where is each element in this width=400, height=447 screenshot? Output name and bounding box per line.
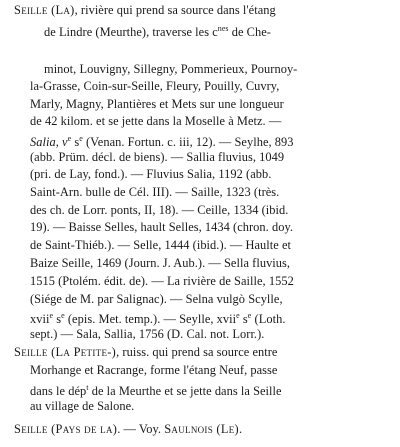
entry-text: la-Grasse, Coin-sur-Seille, Fleury, Pouilly, Cuvry, xyxy=(30,79,280,93)
entry-text: s xyxy=(71,135,80,150)
superscript: e xyxy=(247,311,252,320)
entry-text: Baize Seille, 1469 (Journ. J. Aub.). — Sella fluvius, xyxy=(30,256,291,270)
entry-text: Salia, v xyxy=(30,135,68,150)
entry-text: s xyxy=(53,312,62,327)
entry-seille-line-4 xyxy=(30,78,279,94)
entry-seille-line-10 xyxy=(30,184,279,200)
superscript: e xyxy=(49,311,54,320)
entry-petite-seille-line-3 xyxy=(30,380,282,399)
entry-text: xvii xyxy=(30,312,50,327)
entry-text: . — Voy. xyxy=(117,422,165,436)
entry-text: (pri. de Lay, fond.). — Fluvius Salia, 1192 (abb. xyxy=(30,167,272,181)
entry-text: Saint-Arn. bulle de Cél. III). — Saille, 1323 (très. xyxy=(30,185,280,199)
entry-seille-line-15 xyxy=(30,273,294,289)
entry-text: (Siége de M. par Salignac). — Selna vulgò Scylle, xyxy=(30,292,283,306)
superscript: e xyxy=(79,134,83,143)
entry-text: des ch. de Lorr. ponts, II, 18). — Ceille, 1334 (ibid. xyxy=(30,203,289,217)
entry-text: de la Meurthe et se jette dans la Seille xyxy=(88,384,282,399)
entry-seille-line-6 xyxy=(30,113,281,129)
entry-seille-line-13 xyxy=(30,237,291,253)
entry-text: de Lindre (Meurthe), traverse les c xyxy=(44,25,218,40)
entry-text: de 42 kilom. et se jette dans la Moselle à Metz. — xyxy=(30,114,282,128)
entry-seille-line-3 xyxy=(44,61,297,77)
entry-text: au village de Salone. xyxy=(30,399,135,413)
entry-text: , rivière qui prend sa source dans l'étang xyxy=(74,3,276,17)
entry-seille-line-9 xyxy=(30,166,271,182)
entry-text: (Loth. xyxy=(251,312,286,327)
entry-seille-line-7 xyxy=(30,131,294,150)
entry-headword: Seille (La) xyxy=(14,3,75,17)
entry-petite-seille-line-1 xyxy=(14,344,277,360)
cross-reference: Saulnois (Le). xyxy=(164,422,243,436)
entry-seille-line-18 xyxy=(30,326,264,342)
entry-text: (abb. Prüm. décl. de biens). — Sallia fluvius, 1049 xyxy=(30,150,285,164)
entry-seille-line-12 xyxy=(30,219,293,235)
superscript: e xyxy=(67,134,72,143)
entry-pays-seille-line-1 xyxy=(14,421,242,437)
entry-text: dans le dép xyxy=(30,384,87,399)
entry-seille-line-14 xyxy=(30,255,290,271)
entry-petite-seille-line-2 xyxy=(30,362,277,378)
entry-seille-line-2 xyxy=(44,21,271,40)
entry-text: Marly, Magny, Plantières et Mets sur une longueur xyxy=(30,97,284,111)
entry-text: 19). — Baisse Selles, hault Selles, 1434 (chron. doy. xyxy=(30,220,294,234)
entry-petite-seille-line-4 xyxy=(30,398,134,414)
superscript: e xyxy=(61,311,65,320)
entry-text: de Che- xyxy=(228,25,271,40)
entry-headword: Seille (La Petite-) xyxy=(14,345,117,359)
superscript: nes xyxy=(217,24,229,33)
entry-text: minot, Louvigny, Sillegny, Pommerieux, Pournoy- xyxy=(44,62,298,76)
entry-text: Morhange et Racrange, forme l'étang Neuf, passe xyxy=(30,363,278,377)
entry-headword: Seille (Pays de la) xyxy=(14,422,118,436)
entry-text: 1515 (Ptolém. édit. de). — La rivière de Saille, 1552 xyxy=(30,274,294,288)
entry-seille-line-16 xyxy=(30,291,283,307)
entry-text: (epis. Met. temp.). — Seylle, xvii xyxy=(64,312,237,327)
entry-seille-line-5 xyxy=(30,96,284,112)
entry-text: de Saint-Thiéb.). — Selle, 1444 (ibid.). — Haulte et xyxy=(30,238,292,252)
superscript: t xyxy=(86,383,89,392)
entry-text: s xyxy=(239,312,248,327)
entry-seille-line-8 xyxy=(30,149,284,165)
superscript: e xyxy=(236,311,240,320)
entry-seille-line-11 xyxy=(30,202,288,218)
entry-seille-line-1 xyxy=(14,2,276,18)
entry-text: — Sala, Sallia, 1756 (D. Cal. not. Lorr.). xyxy=(60,327,265,341)
entry-text: (Venan. Fortun. c. iii, 12). — Seylhe, 893 xyxy=(82,135,294,150)
entry-text: , ruiss. qui prend sa source entre xyxy=(116,345,278,359)
entry-seille-line-17 xyxy=(30,308,285,327)
entry-text: sept.) xyxy=(30,327,58,341)
